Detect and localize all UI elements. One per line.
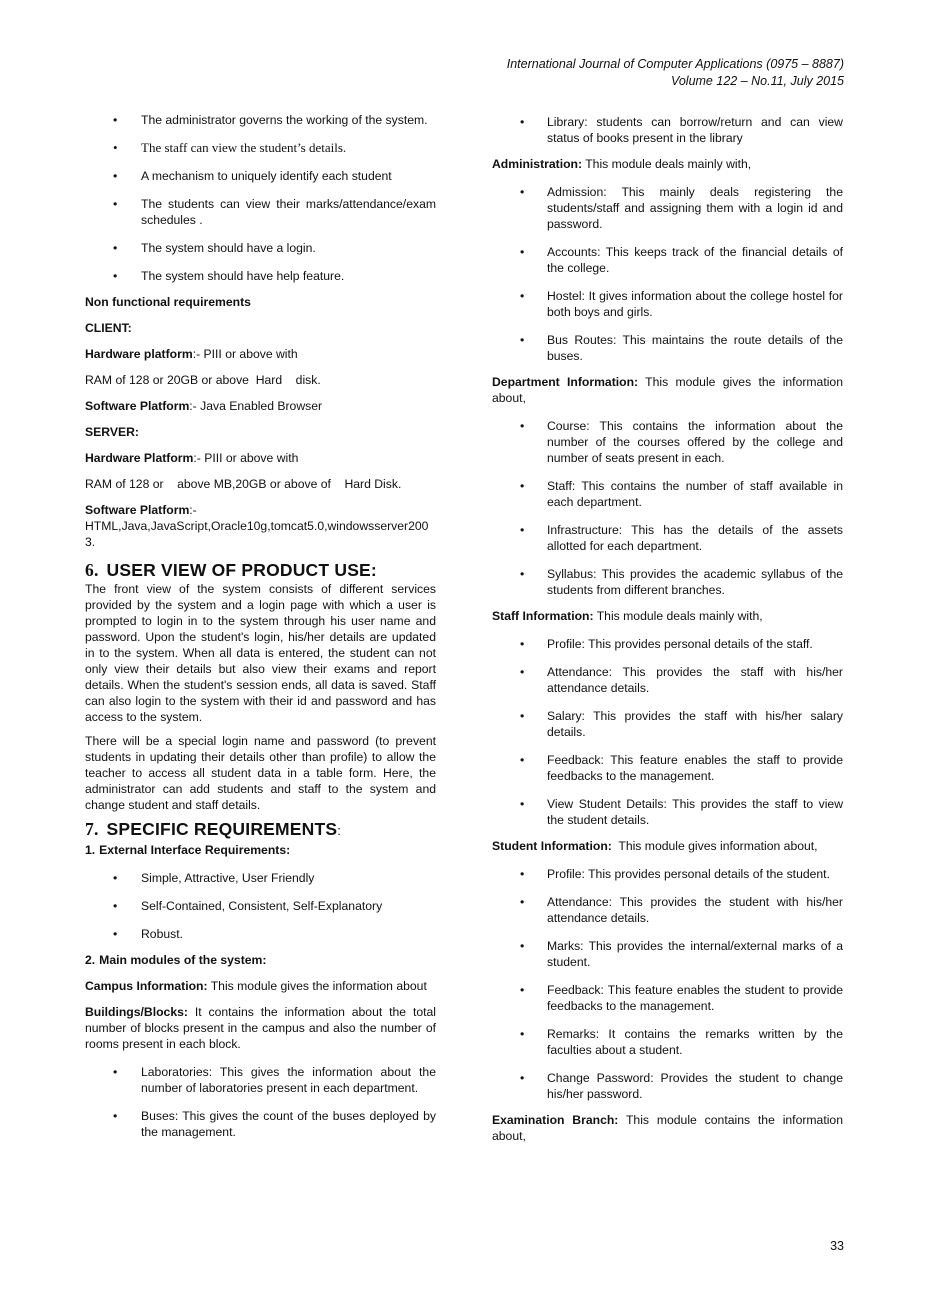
list-item: • Infrastructure: This has the details of the assets allotted for each department.: [492, 522, 843, 554]
server-ram: RAM of 128 or above MB,20GB or above of Hard Disk.: [85, 477, 402, 491]
list-item: • Library: students can borrow/return and can view status of books present in the library: [492, 114, 843, 146]
requirements-list: [85, 112, 436, 284]
list-item: • Remarks: It contains the remarks written by the faculties about a student.: [492, 1026, 843, 1058]
nonfunctional-heading: Non functional requirements: [85, 295, 251, 309]
administration-list: [492, 184, 843, 364]
journal-header: [507, 56, 844, 90]
external-interface-list: [85, 870, 436, 942]
list-item: • Simple, Attractive, User Friendly: [85, 870, 436, 886]
section-6-heading: 6. USER VIEW OF PRODUCT USE:: [85, 560, 377, 580]
client-software: Software Platform:- Java Enabled Browser: [85, 399, 323, 413]
client-heading: CLIENT:: [85, 321, 132, 335]
section-6-paragraph-1: The front view of the system consists of different services provided by the system and a login page with which a user is prompted to login in to the system through his user name and password. Upon the student's login, his/her details are updated in to the system. When all data is entered, the student can not only view their details but also view their exams and report details. When the student's session ends, all data is saved. Staff can also login to the system with their id and password and has access to the system.: [85, 582, 436, 724]
list-item: • Attendance: This provides the student with his/her attendance details.: [492, 894, 843, 926]
list-item: • Bus Routes: This maintains the route details of the buses.: [492, 332, 843, 364]
left-column: [85, 112, 436, 1152]
department-heading: Department Information: This module gives the information about,: [492, 375, 843, 405]
examination-heading: Examination Branch: This module contains the information about,: [492, 1113, 843, 1143]
list-item: • Staff: This contains the number of staff available in each department.: [492, 478, 843, 510]
administration-heading: Administration: This module deals mainly with,: [492, 157, 752, 171]
list-item: • Admission: This mainly deals registering the students/staff and assigning them with a login id and password.: [492, 184, 843, 232]
library-list: [492, 114, 843, 146]
list-item: • A mechanism to uniquely identify each student: [85, 168, 436, 184]
section-7-heading: 7. SPECIFIC REQUIREMENTS:: [85, 819, 342, 839]
subsection-2-heading: 2. Main modules of the system:: [85, 953, 267, 967]
page-number: 33: [830, 1239, 844, 1253]
staff-list: [492, 636, 843, 828]
server-hardware: Hardware Platform:- PIII or above with: [85, 451, 299, 465]
list-item: • Self-Contained, Consistent, Self-Explanatory: [85, 898, 436, 914]
journal-volume: Volume 122 – No.11, July 2015: [670, 74, 844, 88]
list-item: • Hostel: It gives information about the college hostel for both boys and girls.: [492, 288, 843, 320]
student-list: [492, 866, 843, 1102]
list-item: • The students can view their marks/attendance/exam schedules .: [85, 196, 436, 228]
list-item: • Course: This contains the information about the number of the courses offered by the college and number of seats present in each.: [492, 418, 843, 466]
department-list: [492, 418, 843, 598]
campus-information: Campus Information: This module gives the information about: [85, 979, 427, 993]
journal-title: International Journal of Computer Applications (0975 – 8887): [506, 57, 844, 71]
list-item: • The system should have help feature.: [85, 268, 436, 284]
section-6-paragraph-2: There will be a special login name and password (to prevent students in updating their details other than profile) to allow the teacher to access all student data in a table form. Here, the administrator can add students and staff to the system and change student and staff details.: [85, 734, 436, 812]
list-item: • The staff can view the student’s details.: [85, 140, 436, 156]
list-item: • The system should have a login.: [85, 240, 436, 256]
list-item: • Profile: This provides personal details of the staff.: [492, 636, 843, 652]
client-ram: RAM of 128 or 20GB or above Hard disk.: [85, 373, 321, 387]
list-item: • Buses: This gives the count of the buses deployed by the management.: [85, 1108, 436, 1140]
right-column: [492, 114, 843, 1152]
list-item: • Marks: This provides the internal/external marks of a student.: [492, 938, 843, 970]
list-item: • Laboratories: This gives the information about the number of laboratories present in each department.: [85, 1064, 436, 1096]
list-item: • Salary: This provides the staff with his/her salary details.: [492, 708, 843, 740]
list-item: • Profile: This provides personal details of the student.: [492, 866, 843, 882]
subsection-1-heading: 1. External Interface Requirements:: [85, 843, 291, 857]
list-item: • Robust.: [85, 926, 436, 942]
list-item: • The administrator governs the working of the system.: [85, 112, 436, 128]
campus-list: [85, 1064, 436, 1140]
list-item: • Feedback: This feature enables the staff to provide feedbacks to the management.: [492, 752, 843, 784]
student-heading: Student Information: This module gives information about,: [492, 839, 818, 853]
list-item: • Syllabus: This provides the academic syllabus of the students from different branches.: [492, 566, 843, 598]
client-hardware: Hardware platform:- PIII or above with: [85, 347, 298, 361]
list-item: • Feedback: This feature enables the student to provide feedbacks to the management.: [492, 982, 843, 1014]
list-item: • View Student Details: This provides the staff to view the student details.: [492, 796, 843, 828]
server-software: Software Platform:- HTML,Java,JavaScript,Oracle10g,tomcat5.0,windowsserver2003.: [85, 503, 429, 549]
staff-heading: Staff Information: This module deals mainly with,: [492, 609, 763, 623]
buildings-blocks: Buildings/Blocks: It contains the information about the total number of blocks present in the campus and also the number of rooms present in each block.: [85, 1005, 436, 1051]
list-item: • Attendance: This provides the staff with his/her attendance details.: [492, 664, 843, 696]
list-item: • Accounts: This keeps track of the financial details of the college.: [492, 244, 843, 276]
list-item: • Change Password: Provides the student to change his/her password.: [492, 1070, 843, 1102]
server-heading: SERVER:: [85, 425, 139, 439]
